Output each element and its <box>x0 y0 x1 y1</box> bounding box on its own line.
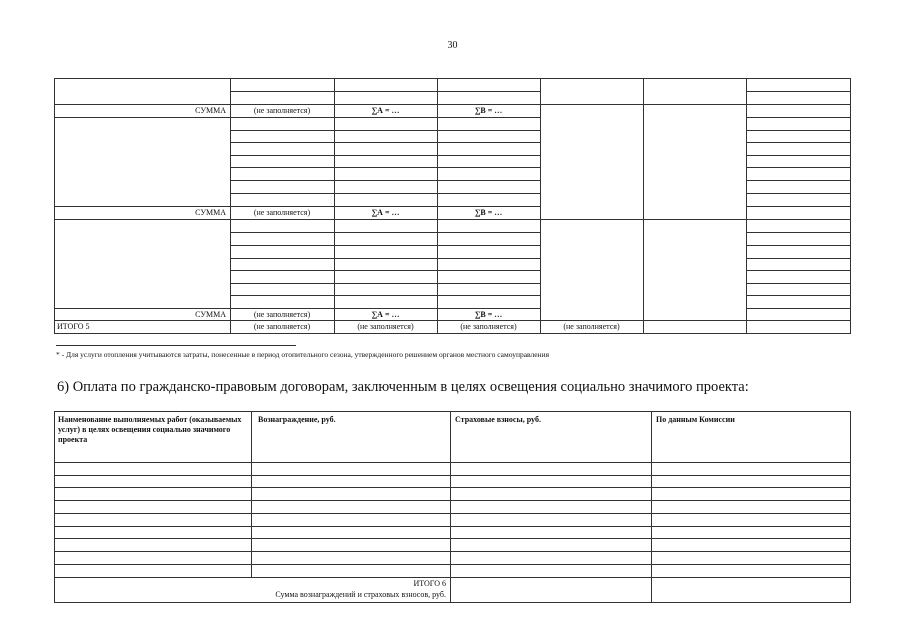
table-horizontal-rule <box>54 104 851 105</box>
table-horizontal-rule <box>746 258 851 259</box>
table-horizontal-rule <box>54 475 851 476</box>
col-header-remuneration: Вознаграждение, руб. <box>258 415 336 424</box>
not-filled-cell: (не заполняется) <box>253 322 311 331</box>
not-filled-cell: (не заполняется) <box>460 322 517 331</box>
table-horizontal-rule <box>746 142 851 143</box>
table-vertical-rule <box>54 411 55 602</box>
table-horizontal-rule <box>54 411 851 412</box>
table-horizontal-rule <box>230 167 540 168</box>
table-horizontal-rule <box>746 193 851 194</box>
table-horizontal-rule <box>54 602 851 603</box>
table-horizontal-rule <box>230 180 540 181</box>
table-horizontal-rule <box>54 513 851 514</box>
table-vertical-rule <box>251 411 252 577</box>
table-horizontal-rule <box>746 117 851 118</box>
summa-label: СУММА <box>195 106 226 115</box>
footnote: * - Для услуги отопления учитываются затраты, понесенные в период отопительного сезона, утвержденного решением органов местного самоуправления <box>56 350 550 359</box>
table-horizontal-rule <box>746 283 851 284</box>
table-horizontal-rule <box>230 193 540 194</box>
table-horizontal-rule <box>230 155 540 156</box>
sum-b-cell: ∑В = … <box>474 208 503 217</box>
table-horizontal-rule <box>54 577 851 578</box>
table-horizontal-rule <box>54 487 851 488</box>
table-horizontal-rule <box>746 308 851 309</box>
footnote-rule <box>56 345 296 346</box>
table-horizontal-rule <box>54 219 851 220</box>
col-header-works: Наименование выполняемых работ (оказываемых услуг) в целях освещения социально значимого проекта <box>58 415 242 444</box>
table-horizontal-rule <box>746 245 851 246</box>
col-header-commission: По данным Комиссии <box>656 415 735 424</box>
table-horizontal-rule <box>230 295 540 296</box>
not-filled-cell: (не заполняется) <box>253 310 311 319</box>
table-horizontal-rule <box>746 91 851 92</box>
table-vertical-rule <box>540 78 541 334</box>
table-horizontal-rule <box>54 462 851 463</box>
sum-b-cell: ∑В = … <box>474 106 503 115</box>
table-horizontal-rule <box>54 308 540 309</box>
table-horizontal-rule <box>54 551 851 552</box>
table-horizontal-rule <box>230 258 540 259</box>
col-header-insurance: Страховые взносы, руб. <box>455 415 541 424</box>
table-horizontal-rule <box>746 167 851 168</box>
not-filled-cell: (не заполняется) <box>357 322 414 331</box>
table-horizontal-rule <box>54 538 851 539</box>
table-horizontal-rule <box>230 142 540 143</box>
table-vertical-rule <box>850 411 851 602</box>
not-filled-cell: (не заполняется) <box>253 106 311 115</box>
table-horizontal-rule <box>746 295 851 296</box>
table-horizontal-rule <box>746 155 851 156</box>
table-horizontal-rule <box>54 78 851 79</box>
table-horizontal-rule <box>230 283 540 284</box>
itogo-6-sum-label: Сумма вознаграждений и страховых взносов, руб. <box>275 590 446 599</box>
itogo-5-label: ИТОГО 5 <box>57 322 90 331</box>
section-6-heading: 6) Оплата по гражданско-правовым договорам, заключенным в целях освещения социально значимого проекта: <box>57 379 749 395</box>
table-vertical-rule <box>651 411 652 602</box>
table-horizontal-rule <box>746 270 851 271</box>
table-horizontal-rule <box>230 130 540 131</box>
sum-a-cell: ∑А = … <box>371 208 400 217</box>
table-horizontal-rule <box>54 526 851 527</box>
page-number: 30 <box>447 40 458 51</box>
table-horizontal-rule <box>54 117 540 118</box>
summa-label: СУММА <box>195 310 226 319</box>
itogo-6-label: ИТОГО 6 <box>413 579 446 588</box>
table-vertical-rule <box>643 78 644 334</box>
table-horizontal-rule <box>230 245 540 246</box>
table-horizontal-rule <box>746 232 851 233</box>
table-horizontal-rule <box>230 270 540 271</box>
sum-a-cell: ∑А = … <box>371 310 400 319</box>
not-filled-cell: (не заполняется) <box>253 208 311 217</box>
table-horizontal-rule <box>54 320 851 321</box>
table-horizontal-rule <box>54 206 540 207</box>
table-vertical-rule <box>450 411 451 602</box>
sum-a-cell: ∑А = … <box>371 106 400 115</box>
table-horizontal-rule <box>746 130 851 131</box>
table-horizontal-rule <box>746 180 851 181</box>
table-horizontal-rule <box>54 500 851 501</box>
table-horizontal-rule <box>746 206 851 207</box>
sum-b-cell: ∑В = … <box>474 310 503 319</box>
table-horizontal-rule <box>230 91 540 92</box>
not-filled-cell: (не заполняется) <box>563 322 620 331</box>
table-horizontal-rule <box>230 232 540 233</box>
summa-label: СУММА <box>195 208 226 217</box>
table-horizontal-rule <box>54 333 851 334</box>
table-horizontal-rule <box>54 564 851 565</box>
